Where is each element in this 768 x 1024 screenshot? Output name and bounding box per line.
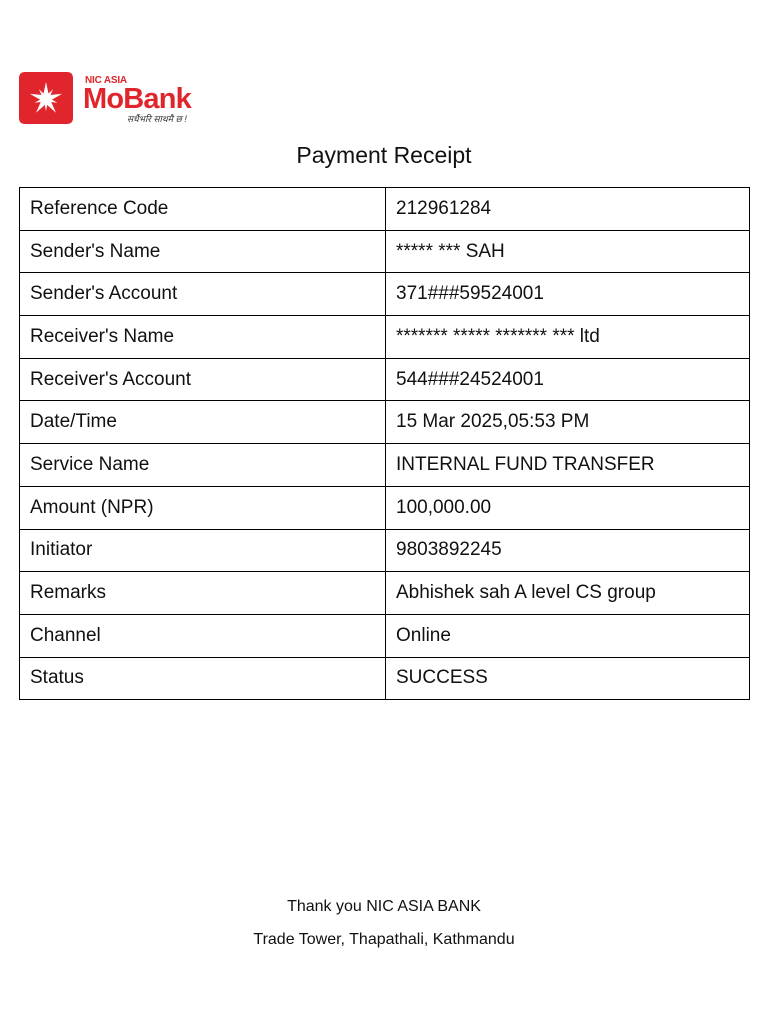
row-value: INTERNAL FUND TRANSFER xyxy=(386,444,750,487)
table-row xyxy=(20,657,750,700)
row-label: Service Name xyxy=(20,444,386,487)
row-value: 371###59524001 xyxy=(386,273,750,316)
table-row xyxy=(20,230,750,273)
row-value: 212961284 xyxy=(386,188,750,231)
table-row xyxy=(20,529,750,572)
row-label: Receiver's Name xyxy=(20,316,386,359)
row-label: Channel xyxy=(20,614,386,657)
page-title: Payment Receipt xyxy=(296,142,472,168)
row-label: Sender's Account xyxy=(20,273,386,316)
row-label: Remarks xyxy=(20,572,386,615)
logo-bank-name: NIC ASIA xyxy=(85,75,127,86)
row-value: Abhishek sah A level CS group xyxy=(386,572,750,615)
row-label: Sender's Name xyxy=(20,230,386,273)
table-row xyxy=(20,486,750,529)
row-value: ******* ***** ******* *** ltd xyxy=(386,316,750,359)
row-value: 100,000.00 xyxy=(386,486,750,529)
table-row xyxy=(20,444,750,487)
logo-tagline: सधैंभरि साथमै छ ! xyxy=(127,114,187,124)
table-row xyxy=(20,401,750,444)
table-row xyxy=(20,358,750,401)
table-row xyxy=(20,316,750,359)
row-value: ***** *** SAH xyxy=(386,230,750,273)
table-row xyxy=(20,188,750,231)
row-value: Online xyxy=(386,614,750,657)
row-value: 544###24524001 xyxy=(386,358,750,401)
row-label: Receiver's Account xyxy=(20,358,386,401)
footer-thank-you: Thank you NIC ASIA BANK xyxy=(287,898,481,915)
row-label: Initiator xyxy=(20,529,386,572)
row-value: 15 Mar 2025,05:53 PM xyxy=(386,401,750,444)
row-label: Amount (NPR) xyxy=(20,486,386,529)
nic-asia-star-logo-icon xyxy=(19,72,73,124)
row-label: Status xyxy=(20,657,386,700)
footer-address: Trade Tower, Thapathali, Kathmandu xyxy=(253,931,515,948)
receipt-table xyxy=(19,187,750,700)
table-row xyxy=(20,273,750,316)
row-label: Reference Code xyxy=(20,188,386,231)
row-label: Date/Time xyxy=(20,401,386,444)
bank-logo xyxy=(19,72,219,126)
table-row xyxy=(20,614,750,657)
row-value: 9803892245 xyxy=(386,529,750,572)
logo-app-name: MoBank xyxy=(83,83,191,115)
status-value: SUCCESS xyxy=(386,657,750,700)
table-row xyxy=(20,572,750,615)
